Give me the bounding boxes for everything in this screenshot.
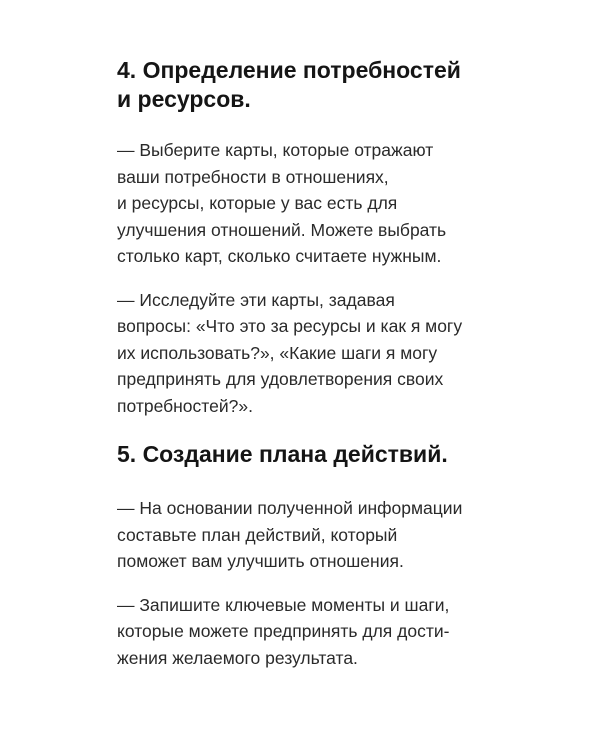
text-line: — Исследуйте эти карты, задавая: [117, 289, 395, 310]
section-4-paragraph-2: [117, 287, 547, 420]
section-5-paragraph-2: [117, 592, 547, 672]
text-line: которые можете предпринять для дости-: [117, 621, 450, 641]
text-line: — Выберите карты, которые отражают: [117, 140, 434, 160]
page-content: [117, 56, 547, 671]
text-line: поможет вам улучшить отношения.: [117, 551, 404, 571]
heading-line: 4. Определение потребностей: [117, 57, 461, 83]
text-line: улучшения отношений. Можете выбрать: [117, 219, 447, 240]
heading-line: и ресурсов.: [117, 86, 251, 112]
section-4-heading: [117, 56, 547, 114]
text-line: и ресурсы, которые у вас есть для: [117, 193, 398, 213]
text-line: предпринять для удовлетворения своих: [117, 369, 444, 389]
text-line: — Запишите ключевые моменты и шаги,: [117, 594, 450, 615]
text-line: ваши потребности в отношениях,: [117, 166, 389, 187]
section-5-paragraph-1: [117, 495, 547, 575]
section-5-heading: [117, 440, 547, 469]
text-line: потребностей?».: [117, 395, 253, 416]
text-line: жения желаемого результата.: [117, 647, 358, 668]
text-line: их использовать?», «Какие шаги я могу: [117, 342, 438, 363]
section-4-paragraph-1: [117, 137, 547, 270]
text-line: столько карт, сколько считаете нужным.: [117, 246, 442, 266]
text-line: составьте план действий, который: [117, 524, 398, 545]
text-line: — На основании полученной информации: [117, 498, 463, 518]
text-line: вопросы: «Что это за ресурсы и как я могу: [117, 316, 463, 336]
heading-line: 5. Создание плана действий.: [117, 441, 448, 467]
